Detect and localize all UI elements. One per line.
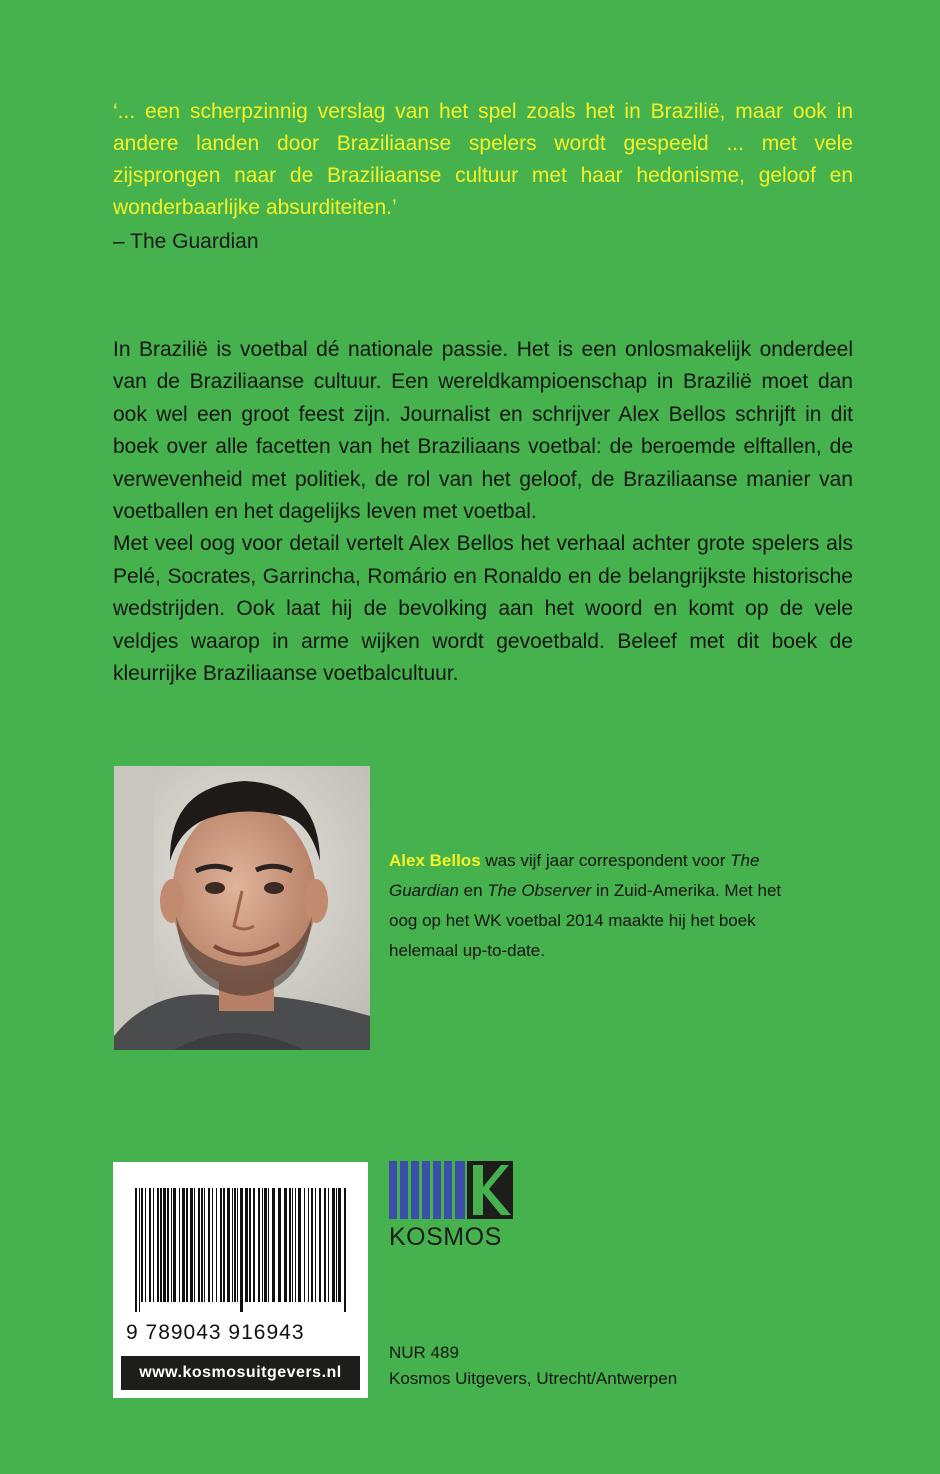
author-photo [114, 766, 370, 1050]
barcode-bar [295, 1188, 296, 1302]
barcode-bar [304, 1188, 305, 1302]
barcode-bar [249, 1188, 251, 1302]
author-name: Alex Bellos [389, 851, 481, 870]
barcode-bar [223, 1188, 225, 1302]
barcode-bar [262, 1188, 263, 1302]
barcode-bar [292, 1188, 293, 1302]
newspaper-guardian: The Guardian [389, 851, 760, 900]
barcode-bar [315, 1188, 316, 1302]
barcode-icon [113, 1162, 368, 1322]
publisher-info [389, 1340, 677, 1392]
barcode-bar [216, 1188, 217, 1302]
barcode-bar [163, 1188, 166, 1302]
barcode-bar [289, 1188, 291, 1302]
barcode-bar [328, 1188, 329, 1302]
barcode-bar [278, 1188, 281, 1302]
bio-text-1: was vijf jaar correspondent voor [480, 851, 731, 870]
barcode-bar [208, 1188, 210, 1302]
barcode-bar [139, 1188, 140, 1312]
description-paragraph-2: Met veel oog voor detail vertelt Alex Bellos het verhaal achter grote spelers als Pelé, Socrates, Garrincha, Romário en Ronaldo en de belangrijkste historische wedstrijden. Ook laat hij de bevolking aan het woord en komt op de vele veldjes waarop in arme wijken wordt gevoetbald. Beleef met dit boek de kleurrijke Braziliaanse voetbalcultuur. [113, 532, 853, 686]
barcode-bar [284, 1188, 287, 1302]
barcode-bar [344, 1188, 346, 1312]
barcode-bar [311, 1188, 313, 1302]
barcode-bar [234, 1188, 236, 1302]
barcode-bar [179, 1188, 180, 1302]
barcode-bar [253, 1188, 255, 1302]
kosmos-logo-icon [389, 1161, 517, 1223]
nur-code: NUR 489 [389, 1343, 459, 1362]
description-paragraph-1: In Brazilië is voetbal dé nationale passie. Het is een onlosmakelijk onderdeel van de Braziliaanse cultuur. Een wereldkampioenschap in Brazilië moet dan ook wel een groot feest zijn. Journalist en schrijver Alex Bellos schrijft in dit boek over alle facetten van het Braziliaans voetbal: de beroemde elftallen, de verwevenheid met politiek, de rol van het geloof, de Braziliaanse manier van voetballen en het dagelijks leven met voetbal. [113, 338, 853, 524]
barcode-bar [201, 1188, 203, 1302]
barcode-bar [160, 1188, 162, 1302]
barcode-bar [182, 1188, 185, 1302]
barcode-bar [190, 1188, 193, 1302]
barcode-bar [135, 1188, 137, 1312]
barcode-bar [319, 1188, 321, 1302]
quote-source: – The Guardian [113, 230, 259, 253]
isbn-digits: 9 789043 916943 [126, 1321, 305, 1344]
publisher-name-city: Kosmos Uitgevers, Utrecht/Antwerpen [389, 1369, 678, 1388]
barcode-bar [268, 1188, 269, 1302]
barcode-bar [264, 1188, 267, 1302]
barcode-bar [171, 1188, 172, 1302]
barcode-bar [232, 1188, 233, 1302]
barcode-bar [167, 1188, 169, 1302]
barcode-bar [204, 1188, 205, 1302]
barcode-bar [212, 1188, 213, 1302]
barcode-bar [336, 1188, 337, 1302]
barcode-bar [298, 1188, 301, 1302]
newspaper-observer: The Observer [487, 881, 592, 900]
kosmos-wordmark: KOSMOS [389, 1223, 502, 1251]
barcode-bar [141, 1188, 143, 1302]
book-description [113, 334, 853, 690]
barcode-bar [258, 1188, 260, 1302]
barcode-panel [113, 1162, 368, 1398]
barcode-bar [149, 1188, 151, 1302]
barcode-bar [173, 1188, 176, 1302]
barcode-bar [157, 1188, 159, 1302]
kosmos-logo [389, 1161, 517, 1261]
barcode-bar [227, 1188, 230, 1302]
barcode-bar [198, 1188, 200, 1302]
barcode-bar [153, 1188, 154, 1302]
barcode-bar [220, 1188, 222, 1302]
barcode-bar [240, 1188, 243, 1312]
author-portrait-image [114, 766, 370, 1050]
barcode-bar [272, 1188, 275, 1302]
review-quote: ‘... een scherpzinnig verslag van het spel zoals het in Brazilië, maar ook in andere landen door Braziliaanse spelers wordt gespeeld ... met vele zijsprongen naar de Braziliaanse cultuur met haar hedonisme, geloof en wonderbaarlijke absurditeiten.’ [113, 100, 853, 219]
bio-text-2: in Zuid-Amerika. Met het oog op het WK voetbal 2014 maakte hij het boek helemaal up-to-date. [389, 881, 782, 960]
barcode-bar [145, 1188, 146, 1302]
barcode-bar [338, 1188, 341, 1302]
barcode-bar [237, 1188, 238, 1302]
barcode-bar [332, 1188, 335, 1302]
barcode-bar [324, 1188, 326, 1302]
bio-text-and: en [458, 881, 488, 900]
barcode-bar [186, 1188, 188, 1302]
publisher-website: www.kosmosuitgevers.nl [121, 1356, 360, 1390]
barcode-bar [308, 1188, 309, 1302]
barcode-bar [245, 1188, 248, 1302]
barcode-bar [194, 1188, 195, 1302]
author-bio [389, 846, 789, 966]
